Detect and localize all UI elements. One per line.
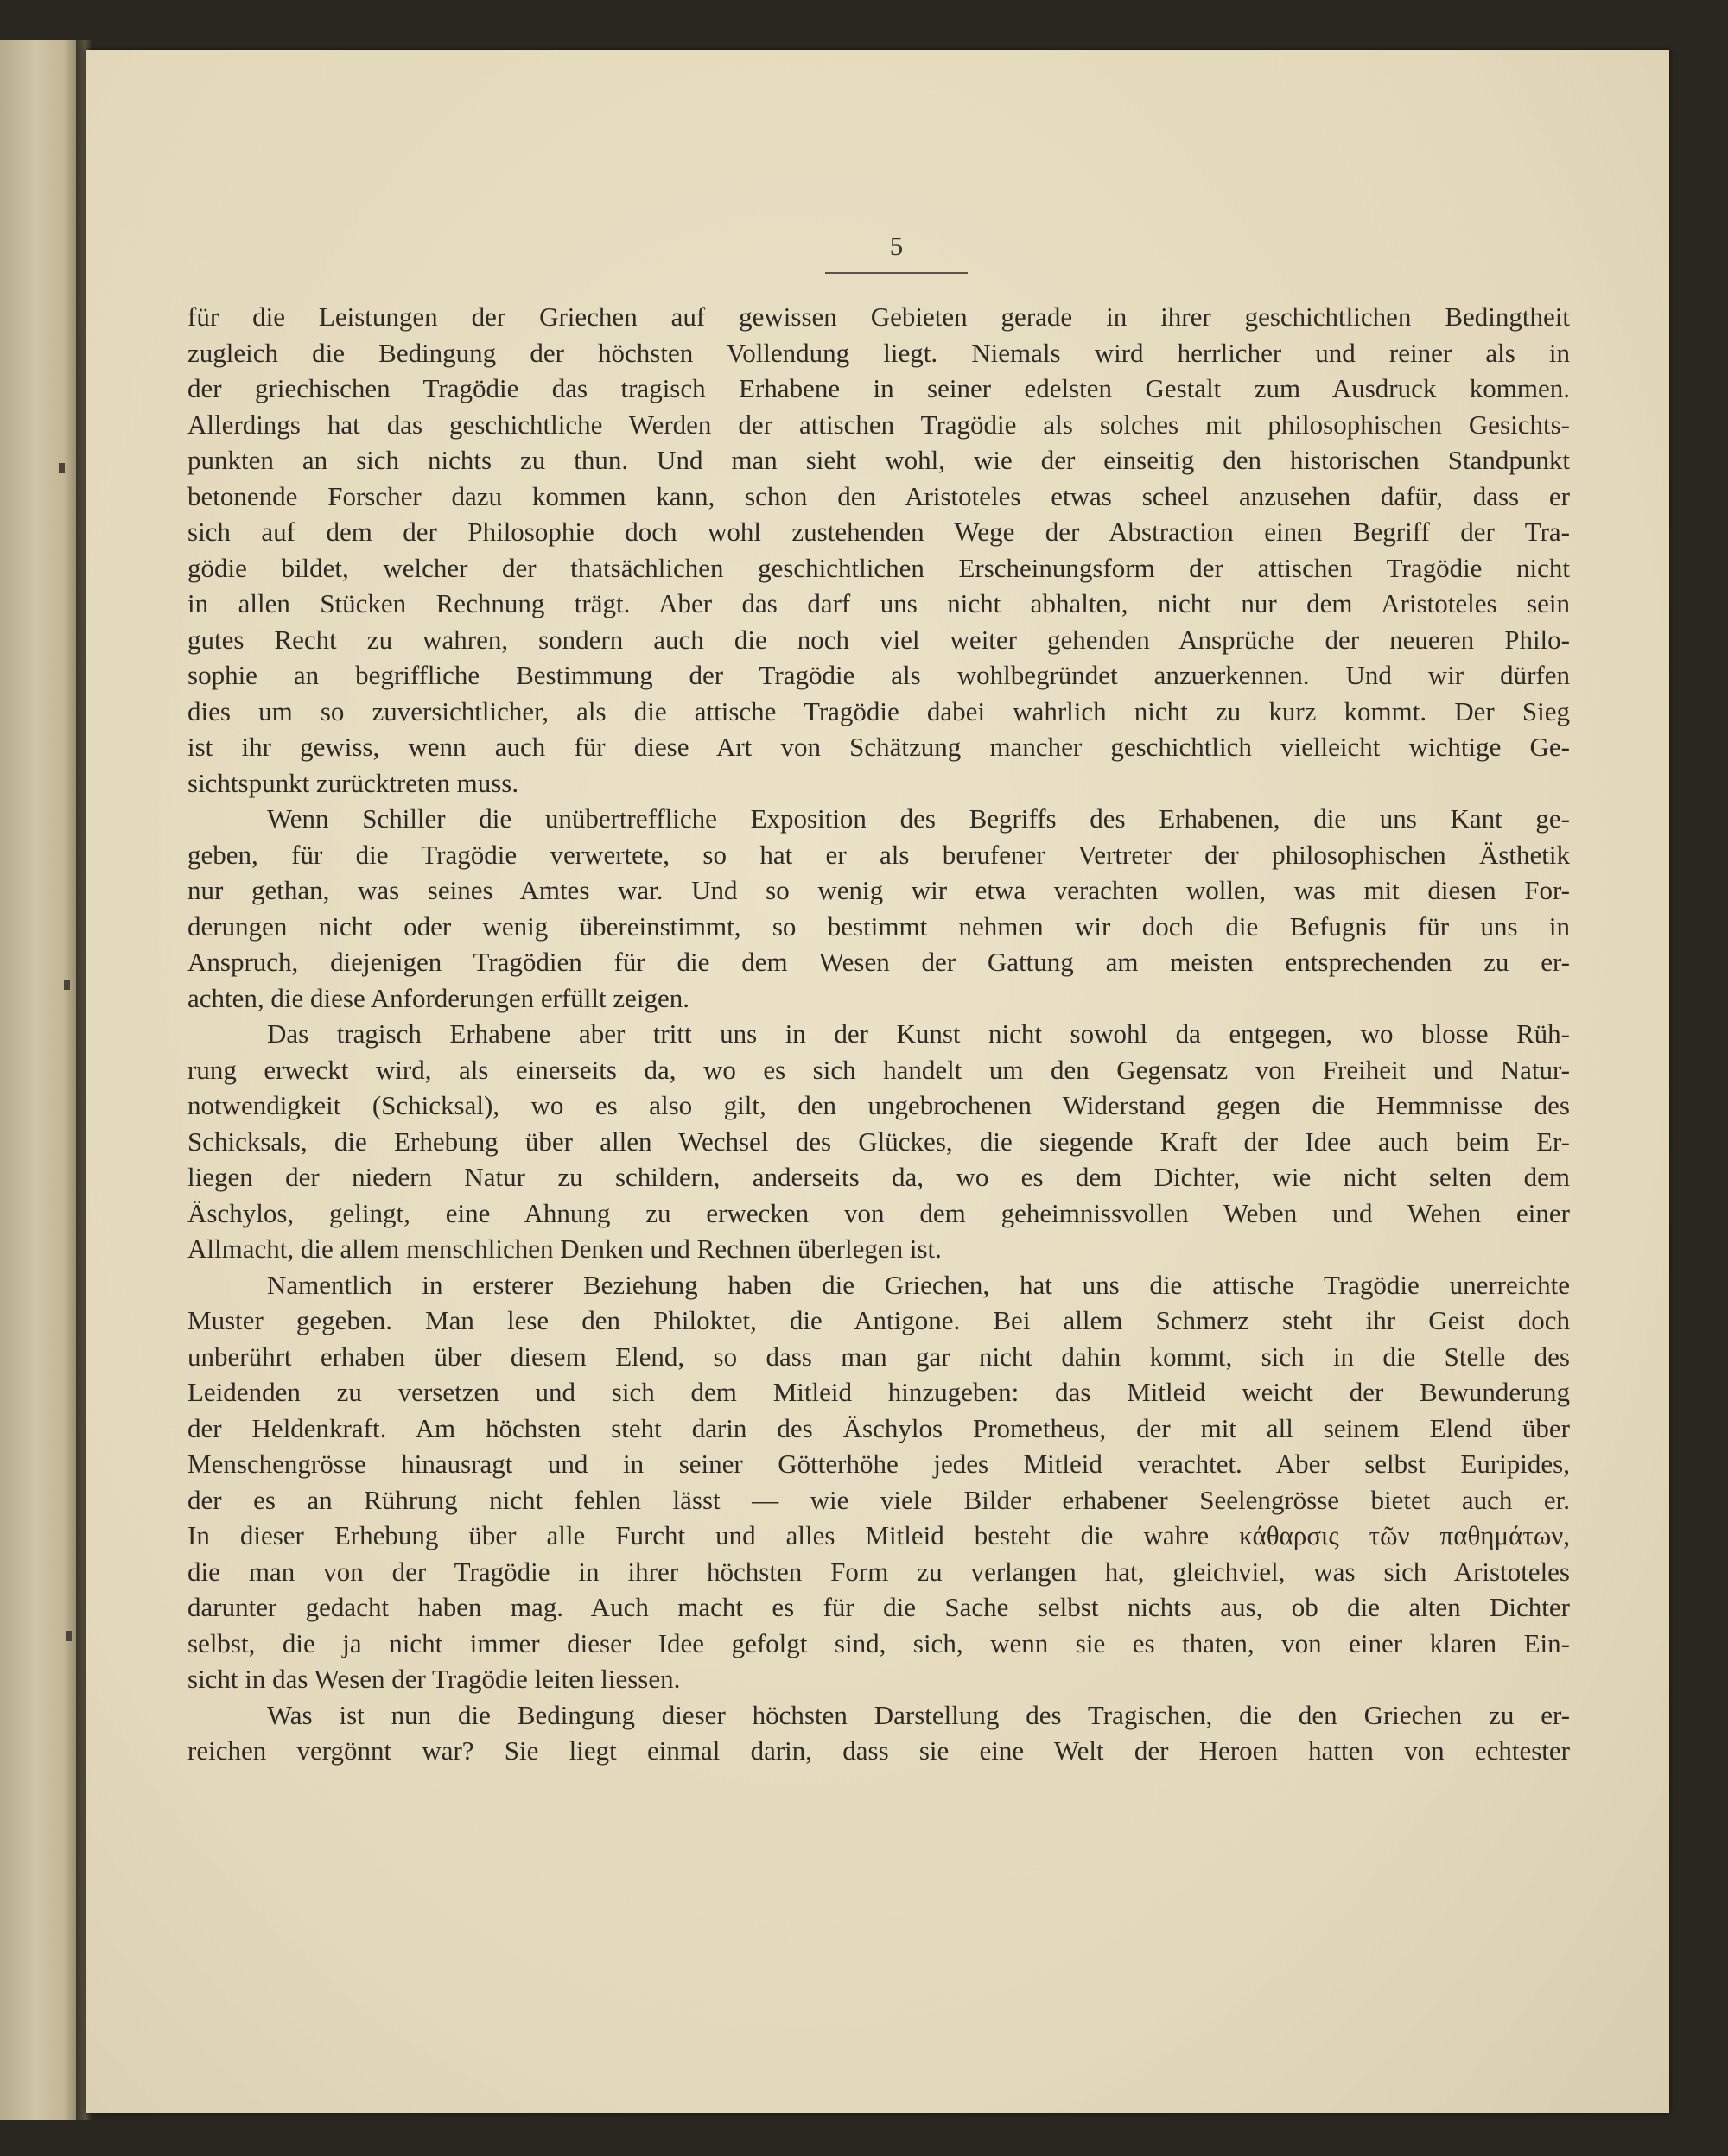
- left-page-edge: [0, 40, 79, 2120]
- text-line: liegen der niedern Natur zu schildern, anderseits da, wo es dem Dichter, wie nicht selten dem: [187, 1162, 1570, 1192]
- body-text: [187, 299, 1570, 1769]
- text-line: sichtspunkt zurücktreten muss.: [187, 767, 519, 798]
- margin-mark: [59, 463, 65, 473]
- text-line: Schicksals, die Erhebung über allen Wechsel des Glückes, die siegende Kraft der Idee auch beim Er-: [187, 1126, 1570, 1157]
- text-line: gödie bildet, welcher der thatsächlichen geschichtlichen Erscheinungsform der attischen Tragödie nicht: [187, 552, 1570, 583]
- text-line: punkten an sich nichts zu thun. Und man sieht wohl, wie der einseitig den historischen Standpunkt: [187, 445, 1570, 475]
- text-line: Muster gegeben. Man lese den Philoktet, die Antigone. Bei allem Schmerz steht ihr Geist doch: [187, 1305, 1570, 1335]
- book-page: [86, 50, 1669, 2113]
- text-line: sicht in das Wesen der Tragödie leiten liessen.: [187, 1664, 681, 1694]
- margin-mark: [64, 980, 70, 990]
- text-line: zugleich die Bedingung der höchsten Vollendung liegt. Niemals wird herrlicher und reiner als in: [187, 337, 1570, 368]
- text-line: darunter gedacht haben mag. Auch macht es für die Sache selbst nichts aus, ob die alten Dichter: [187, 1592, 1570, 1622]
- text-line: die man von der Tragödie in ihrer höchsten Form zu verlangen hat, gleichviel, was sich Aristoteles: [187, 1556, 1570, 1587]
- text-line: der es an Rührung nicht fehlen lässt — wie viele Bilder erhabener Seelengrösse bietet auch er.: [187, 1484, 1570, 1515]
- text-line: notwendigkeit (Schicksal), wo es also gilt, den ungebrochenen Widerstand gegen die Hemmnisse des: [187, 1090, 1570, 1120]
- text-line: dies um so zuversichtlicher, als die attische Tragödie dabei wahrlich nicht zu kurz kommt. Der Sieg: [187, 695, 1570, 726]
- text-line: Allmacht, die allem menschlichen Denken und Rechnen überlegen ist.: [187, 1233, 942, 1264]
- text-line: Was ist nun die Bedingung dieser höchsten Darstellung des Tragischen, die den Griechen zu er-: [267, 1699, 1570, 1730]
- text-line: sich auf dem der Philosophie doch wohl zustehenden Wege der Abstraction einen Begriff der Tra-: [187, 517, 1570, 547]
- text-line: Äschylos, gelingt, eine Ahnung zu erwecken von dem geheimnissvollen Weben und Wehen einer: [187, 1197, 1570, 1228]
- text-line: sophie an begriffliche Bestimmung der Tragödie als wohlbegründet anzuerkennen. Und wir dürfen: [187, 660, 1570, 690]
- text-line: rung erweckt wird, als einerseits da, wo es sich handelt um den Gegensatz von Freiheit und Natur-: [187, 1054, 1570, 1085]
- text-line: reichen vergönnt war? Sie liegt einmal darin, dass sie eine Welt der Heroen hatten von echtester: [187, 1735, 1570, 1766]
- text-line: Menschengrösse hinausragt und in seiner Götterhöhe jedes Mitleid verachtet. Aber selbst Euripides,: [187, 1449, 1570, 1479]
- margin-mark: [66, 1631, 72, 1641]
- text-line: Namentlich in ersterer Beziehung haben die Griechen, hat uns die attische Tragödie unerreichte: [267, 1269, 1570, 1300]
- text-line: Das tragisch Erhabene aber tritt uns in der Kunst nicht sowohl da entgegen, wo blosse Rüh-: [267, 1018, 1570, 1049]
- text-line: Anspruch, diejenigen Tragödien für die dem Wesen der Gattung am meisten entsprechenden zu er-: [187, 947, 1570, 977]
- text-line: derungen nicht oder wenig übereinstimmt, so bestimmt nehmen wir doch die Befugnis für uns in: [187, 910, 1570, 942]
- page-number: 5: [889, 231, 904, 261]
- page-number-rule: [825, 272, 968, 274]
- text-line: Wenn Schiller die unübertreffliche Exposition des Begriffs des Erhabenen, die uns Kant ge-: [267, 803, 1570, 834]
- text-line: Allerdings hat das geschichtliche Werden der attischen Tragödie als solches mit philosophischen Gesichts-: [187, 409, 1570, 440]
- text-line: geben, für die Tragödie verwertete, so hat er als berufener Vertreter der philosophischen Ästhetik: [187, 839, 1570, 870]
- text-line: selbst, die ja nicht immer dieser Idee gefolgt sind, sich, wenn sie es thaten, von einer klaren Ein-: [187, 1627, 1570, 1658]
- text-line: In dieser Erhebung über alle Furcht und alles Mitleid besteht die wahre κάθαρσις τῶν παθημάτων,: [187, 1520, 1570, 1550]
- text-line: der Heldenkraft. Am höchsten steht darin des Äschylos Prometheus, der mit all seinem Elend über: [187, 1412, 1570, 1443]
- text-line: Leidenden zu versetzen und sich dem Mitleid hinzugeben: das Mitleid weicht der Bewunderung: [187, 1377, 1570, 1407]
- text-line: ist ihr gewiss, wenn auch für diese Art von Schätzung mancher geschichtlich vielleicht wichtige Ge-: [187, 732, 1570, 762]
- text-line: für die Leistungen der Griechen auf gewissen Gebieten gerade in ihrer geschichtlichen Bedingtheit: [187, 301, 1570, 332]
- text-line: unberührt erhaben über diesem Elend, so dass man gar nicht dahin kommt, sich in die Stelle des: [187, 1341, 1570, 1372]
- text-line: betonende Forscher dazu kommen kann, schon den Aristoteles etwas scheel anzusehen dafür, dass er: [187, 480, 1570, 511]
- text-line: in allen Stücken Rechnung trägt. Aber das darf uns nicht abhalten, nicht nur dem Aristoteles sein: [187, 588, 1570, 618]
- text-line: nur gethan, was seines Amtes war. Und so wenig wir etwa verachten wollen, was mit diesen For-: [187, 875, 1570, 905]
- text-line: achten, die diese Anforderungen erfüllt zeigen.: [187, 982, 690, 1013]
- text-line: der griechischen Tragödie das tragisch Erhabene in seiner edelsten Gestalt zum Ausdruck kommen.: [187, 373, 1570, 403]
- text-line: gutes Recht zu wahren, sondern auch die noch viel weiter gehenden Ansprüche der neueren Philo-: [187, 624, 1570, 655]
